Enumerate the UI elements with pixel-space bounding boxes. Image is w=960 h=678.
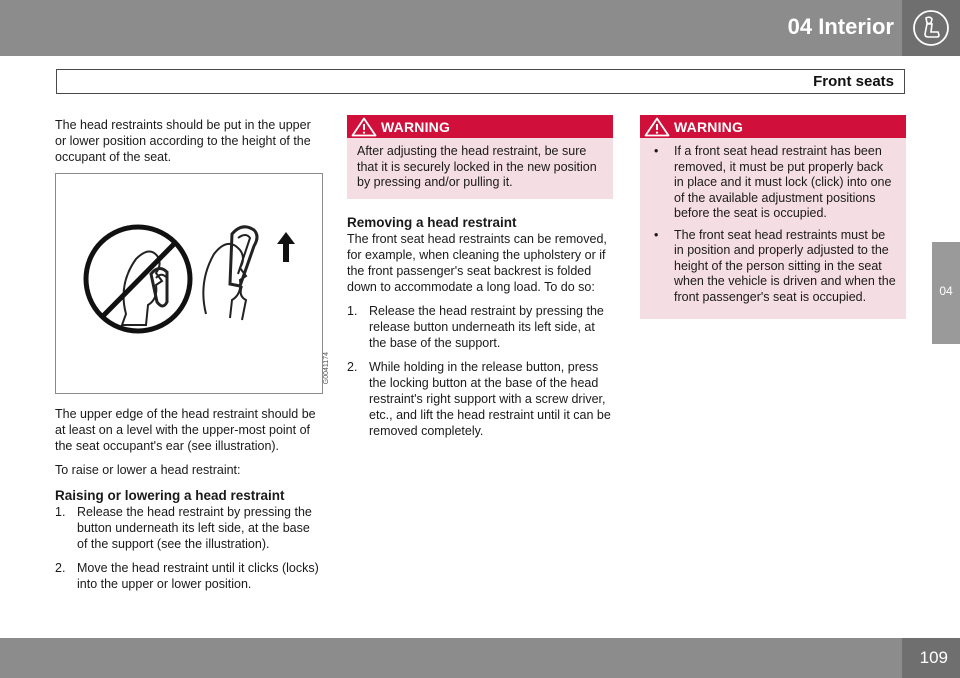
warning-text: After adjusting the head restraint, be sure that it is securely locked in the new position by pressing and/or pulling it. (357, 144, 597, 189)
step-text: Release the head restraint by pressing the button underneath its left side, at the base of the support (see the illustration). (77, 505, 312, 551)
illustration-graphic (56, 174, 322, 393)
warning-header (640, 115, 906, 138)
step-text: Move the head restraint until it clicks (locks) into the upper or lower position. (77, 561, 319, 591)
page-number: 109 (919, 648, 948, 667)
step-number: 2. (55, 561, 66, 575)
step-text: While holding in the release button, press the locking button at the base of the head restraint's right support with a screw driver, etc., and lift the head restraint until it can be removed completely. (369, 359, 611, 438)
intro-paragraph: The head restraints should be put in the upper or lower position according to the height of the occupant of the seat. (55, 118, 311, 164)
up-arrow (277, 232, 295, 262)
warning-triangle-icon (644, 117, 670, 137)
incorrect-position-figure (86, 227, 190, 331)
list-item (55, 504, 323, 552)
removing-intro: The front seat head restraints can be removed, for example, when cleaning the upholstery or if the front passenger's seat backrest is folded down to accommodate a long load. To do so: (347, 231, 607, 294)
section-bar (56, 69, 905, 94)
warning-title: WARNING (381, 119, 451, 135)
chapter-tab (932, 242, 960, 344)
chapter-title: 04 Interior (787, 14, 894, 39)
head-restraint-illustration (55, 173, 330, 394)
warning-header (347, 115, 613, 138)
list-item (55, 560, 323, 592)
step-number: 1. (55, 505, 66, 519)
list-item: • If a front seat head restraint has been removed, it must be put properly back in place and it must lock (click) into one of the available adjustment positions before the seat is occupied. (650, 144, 896, 222)
warning-box (640, 115, 906, 319)
list-item: • The front seat head restraints must be in position and properly adjusted to the height of the person sitting in the seat when the vehicle is driven and when the front passenger's seat is occupied. (650, 228, 896, 306)
column-3 (640, 115, 906, 329)
removing-heading: Removing a head restraint (347, 214, 517, 230)
header-bar (0, 0, 960, 56)
page-number-box (902, 638, 960, 678)
seat-icon (912, 9, 950, 47)
footer-bar (0, 638, 960, 678)
list-item (347, 303, 613, 351)
column-2 (347, 115, 613, 447)
removing-steps (347, 303, 613, 439)
warning-triangle-icon (351, 117, 377, 137)
figure-code: G0041174 (323, 352, 330, 385)
step-text: Release the head restraint by pressing the release button underneath its left side, at the base of the support. (369, 303, 604, 350)
raising-heading: Raising or lowering a head restraint (55, 488, 285, 503)
upper-edge-paragraph: The upper edge of the head restraint should be at least on a level with the upper-most point of the seat occupant's ear (see illustration). (55, 407, 316, 453)
correct-position-figure (203, 227, 295, 320)
warning-bullets (650, 144, 896, 305)
chapter-icon-box (902, 0, 960, 56)
warning-box (347, 115, 613, 199)
list-item (347, 359, 613, 439)
column-1 (55, 117, 330, 600)
warning-title: WARNING (674, 119, 744, 135)
warning-body (640, 138, 906, 319)
section-title: Front seats (813, 73, 894, 90)
raising-steps (55, 504, 323, 592)
step-number: 2. (347, 359, 358, 374)
chapter-tab-label: 04 (939, 284, 953, 298)
raise-lower-paragraph: To raise or lower a head restraint: (55, 463, 241, 477)
step-number: 1. (347, 303, 358, 318)
